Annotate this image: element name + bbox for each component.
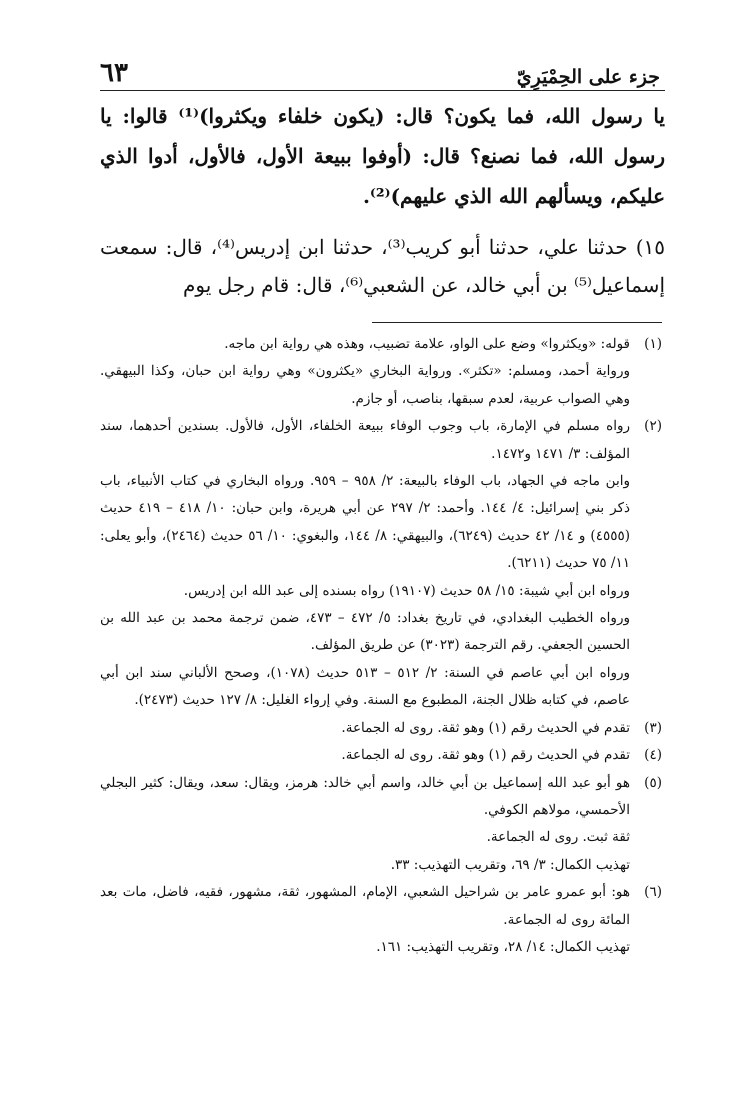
footnote-paragraph: رواه مسلم في الإمارة، باب وجوب الوفاء ببيعة الخلفاء، الأول، فالأول. بسندين أحدهما، سند المؤلف: ٣/ ١٤٧١ و١٤٧٢. xyxy=(100,418,630,462)
footnote-paragraph: ورواية أحمد، ومسلم: «تكثر». ورواية البخاري «يكثرون» وهي رواية ابن حبان، وكذا البيهقي. وهي الصواب عربية، لعدم سبقها، بناصب، أو جازم. xyxy=(100,363,630,407)
footnote-body xyxy=(100,879,630,934)
footnote-4 xyxy=(100,742,662,769)
footnote-paragraph: قوله: «ويكثروا» وضع على الواو، علامة تضبيب، وهذه هي رواية ابن ماجه. xyxy=(224,336,630,352)
page-header xyxy=(100,48,660,88)
footnote-divider xyxy=(372,322,662,323)
main-paragraph-2: ١٥) حدثنا علي، حدثنا أبو كريب⁽³⁾، حدثنا ابن إدريس⁽⁴⁾، قال: سمعت إسماعيل⁽⁵⁾ بن أبي خالد، عن الشعبي⁽⁶⁾، قال: قام رجل يوم xyxy=(100,235,665,297)
footnote-2 xyxy=(100,413,662,468)
page-number: ٦٣ xyxy=(100,58,128,88)
footnote-1 xyxy=(100,331,662,358)
footnote-5 xyxy=(100,770,662,852)
footnote-number: (١) xyxy=(644,336,662,352)
footnote-3 xyxy=(100,715,662,742)
footnote-number: (٢) xyxy=(644,418,662,435)
main-text xyxy=(100,96,665,304)
footnote-paragraph: هو: أبو عمرو عامر بن شراحيل الشعبي، الإمام، المشهور، ثقة، مشهور، فقيه، فاضل، مات بعد المائة روى له الجماعة. xyxy=(100,884,630,928)
main-paragraph-1: يا رسول الله، فما يكون؟ قال: (يكون خلفاء ويكثروا)⁽¹⁾ قالوا: يا رسول الله، فما نصنع؟ قال: (أوفوا ببيعة الأول، فالأول، أدوا الذي عليكم، ويسألهم الله الذي عليهم)⁽²⁾. xyxy=(100,104,666,208)
footnote-paragraph: هو أبو عبد الله إسماعيل بن أبي خالد، واسم أبي خالد: هرمز، ويقال: سعد، ويقال: كثير البجلي الأحمسي، مولاهم الكوفي. xyxy=(100,774,630,818)
footnote-paragraph: تقدم في الحديث رقم (١) وهو ثقة. روى له الجماعة. xyxy=(341,719,630,736)
footnote-paragraph: وابن ماجه في الجهاد، باب الوفاء بالبيعة: ٢/ ٩٥٨ – ٩٥٩. ورواه البخاري في كتاب الأنبياء، باب ذكر بني إسرائيل: ٤/ ١٤٤. وأحمد: ٢/ ٢٩٧ عن أبي هريرة، وابن حبان: ١٠/ ٤١٨ – ٤١٩ حديث (٤٥٥٥) و ١٤/ ٤٢ حديث (٦٢٤٩)، والبيهقي: ٨/ ١٤٤، والبغوي: ١٠/ ٥٦ حديث (٢٤٦٤)، وأبو يعلى: ١١/ ٧٥ حديث (٦٢١١). xyxy=(100,473,631,572)
footnote-number: (٥) xyxy=(644,774,662,791)
footnote-body xyxy=(100,770,630,852)
footnote-paragraph: تقدم في الحديث رقم (١) وهو ثقة. روى له الجماعة. xyxy=(341,747,630,764)
footnote-paragraph: ورواه الخطيب البغدادي، في تاريخ بغداد: ٥/ ٤٧٢ – ٤٧٣، ضمن ترجمة محمد بن عبد الله بن الحسين الجعفي. رقم الترجمة (٣٠٢٣) عن طريق المؤلف. xyxy=(100,610,630,654)
footnote-paragraph: ثقة ثبت. روى له الجماعة. xyxy=(486,829,630,846)
footnote-paragraph: تهذيب الكمال: ٣/ ٦٩، وتقريب التهذيب: ٣٣. xyxy=(390,856,630,873)
header-divider xyxy=(100,90,665,91)
footnote-body xyxy=(100,742,630,769)
footnotes xyxy=(100,331,662,961)
footnote-number: (٣) xyxy=(644,719,662,736)
footnote-number: (٦) xyxy=(644,884,662,901)
footnote-body xyxy=(100,413,630,468)
footnote-body xyxy=(100,715,630,742)
footnote-6 xyxy=(100,879,662,934)
footnote-body xyxy=(100,331,630,358)
footnote-paragraph: ورواه ابن أبي شيبة: ١٥/ ٥٨ حديث (١٩١٠٧) رواه بسنده إلى عبد الله ابن إدريس. xyxy=(183,582,630,599)
footnote-number: (٤) xyxy=(644,747,662,764)
footnote-paragraph: تهذيب الكمال: ١٤/ ٢٨، وتقريب التهذيب: ١٦١. xyxy=(376,938,630,955)
running-title: جزء على الحِمْيَرِيّ xyxy=(516,66,660,88)
footnote-paragraph: ورواه ابن أبي عاصم في السنة: ٢/ ٥١٢ – ٥١٣ حديث (١٠٧٨)، وصحح الألباني سند ابن أبي عاصم، في كتابه ظلال الجنة، المطبوع مع السنة. وفي إرواء الغليل: ٨/ ١٢٧ حديث (٢٤٧٣). xyxy=(100,664,631,709)
